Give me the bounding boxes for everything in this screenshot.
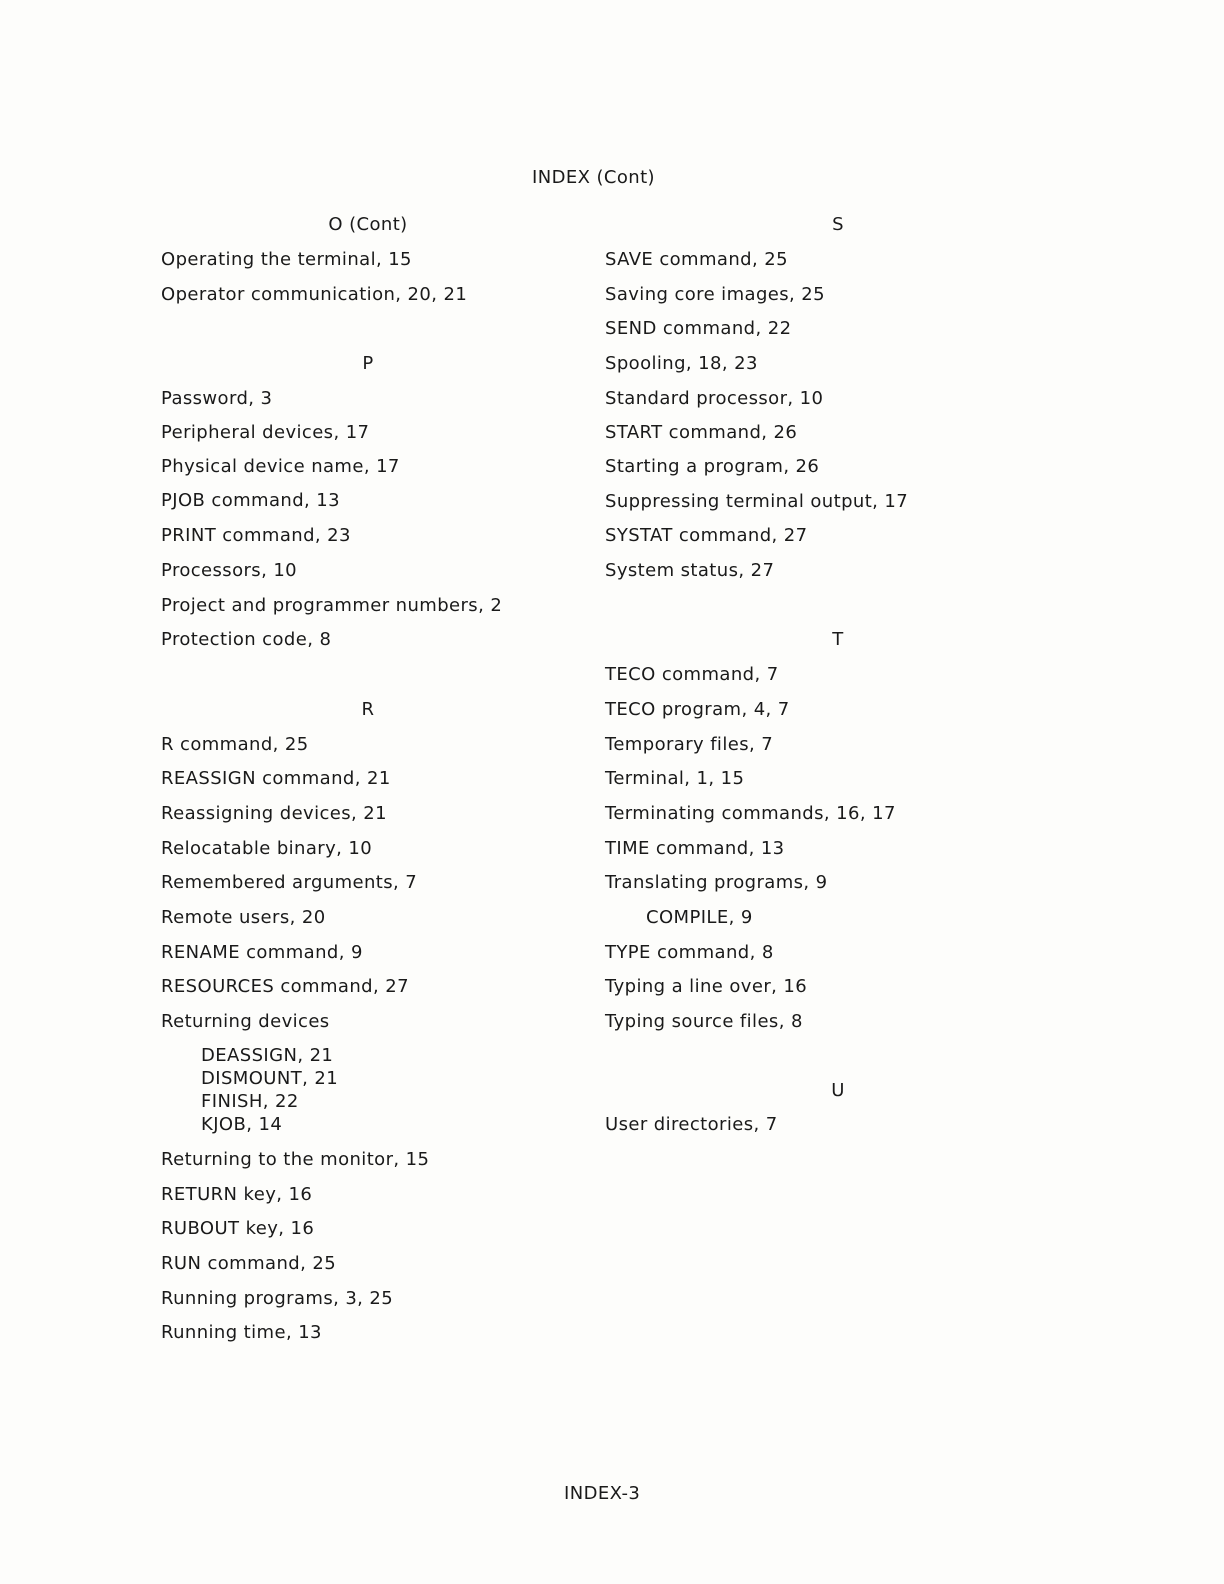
- index-entry: PJOB command, 13: [161, 490, 340, 511]
- index-entry: R command, 25: [161, 734, 309, 755]
- index-entry: User directories, 7: [605, 1114, 778, 1135]
- index-entry: TECO program, 4, 7: [605, 699, 790, 720]
- index-entry: RUN command, 25: [161, 1253, 337, 1274]
- index-entry: START command, 26: [605, 422, 798, 443]
- index-subentry: DISMOUNT, 21: [201, 1068, 339, 1089]
- index-entry: Starting a program, 26: [605, 456, 820, 477]
- index-entry: RUBOUT key, 16: [161, 1218, 315, 1239]
- index-entry: Temporary files, 7: [605, 734, 774, 755]
- index-entry: Physical device name, 17: [161, 456, 400, 477]
- index-entry: System status, 27: [605, 560, 775, 581]
- index-entry: Project and programmer numbers, 2: [161, 595, 503, 616]
- index-entry: Returning devices: [161, 1011, 330, 1032]
- index-entry: Operating the terminal, 15: [161, 249, 412, 270]
- index-subentry: DEASSIGN, 21: [201, 1045, 334, 1066]
- index-entry: Returning to the monitor, 15: [161, 1149, 430, 1170]
- index-entry: TIME command, 13: [605, 838, 785, 859]
- index-entry: Standard processor, 10: [605, 388, 824, 409]
- index-subentry: COMPILE, 9: [646, 907, 753, 928]
- page-title: INDEX (Cont): [532, 167, 655, 188]
- index-entry: REASSIGN command, 21: [161, 768, 391, 789]
- section-heading-o: O (Cont): [328, 214, 408, 235]
- index-subentry: FINISH, 22: [201, 1091, 299, 1112]
- index-entry: Remote users, 20: [161, 907, 326, 928]
- index-entry: SYSTAT command, 27: [605, 525, 808, 546]
- index-entry: Saving core images, 25: [605, 284, 825, 305]
- index-entry: Password, 3: [161, 388, 273, 409]
- index-entry: PRINT command, 23: [161, 525, 351, 546]
- index-entry: Running time, 13: [161, 1322, 322, 1343]
- index-entry: Reassigning devices, 21: [161, 803, 387, 824]
- index-entry: Remembered arguments, 7: [161, 872, 418, 893]
- index-entry: Peripheral devices, 17: [161, 422, 370, 443]
- index-entry: RENAME command, 9: [161, 942, 363, 963]
- index-subentry: KJOB, 14: [201, 1114, 283, 1135]
- section-heading-r: R: [361, 699, 375, 720]
- index-entry: Typing source files, 8: [605, 1011, 803, 1032]
- index-entry: Relocatable binary, 10: [161, 838, 373, 859]
- index-entry: RETURN key, 16: [161, 1184, 313, 1205]
- index-entry: TYPE command, 8: [605, 942, 774, 963]
- index-entry: Processors, 10: [161, 560, 298, 581]
- section-heading-p: P: [362, 353, 374, 374]
- section-heading-t: T: [832, 629, 844, 650]
- index-entry: Protection code, 8: [161, 629, 332, 650]
- section-heading-s: S: [832, 214, 844, 235]
- page-number: INDEX-3: [564, 1483, 641, 1504]
- index-entry: Terminal, 1, 15: [605, 768, 745, 789]
- index-entry: TECO command, 7: [605, 664, 779, 685]
- index-entry: Running programs, 3, 25: [161, 1288, 394, 1309]
- section-heading-u: U: [831, 1080, 845, 1101]
- index-entry: Typing a line over, 16: [605, 976, 808, 997]
- index-entry: Terminating commands, 16, 17: [605, 803, 896, 824]
- index-entry: RESOURCES command, 27: [161, 976, 409, 997]
- index-entry: Suppressing terminal output, 17: [605, 491, 909, 512]
- index-entry: Translating programs, 9: [605, 872, 828, 893]
- index-entry: SAVE command, 25: [605, 249, 788, 270]
- index-entry: Operator communication, 20, 21: [161, 284, 468, 305]
- index-entry: Spooling, 18, 23: [605, 353, 758, 374]
- index-entry: SEND command, 22: [605, 318, 792, 339]
